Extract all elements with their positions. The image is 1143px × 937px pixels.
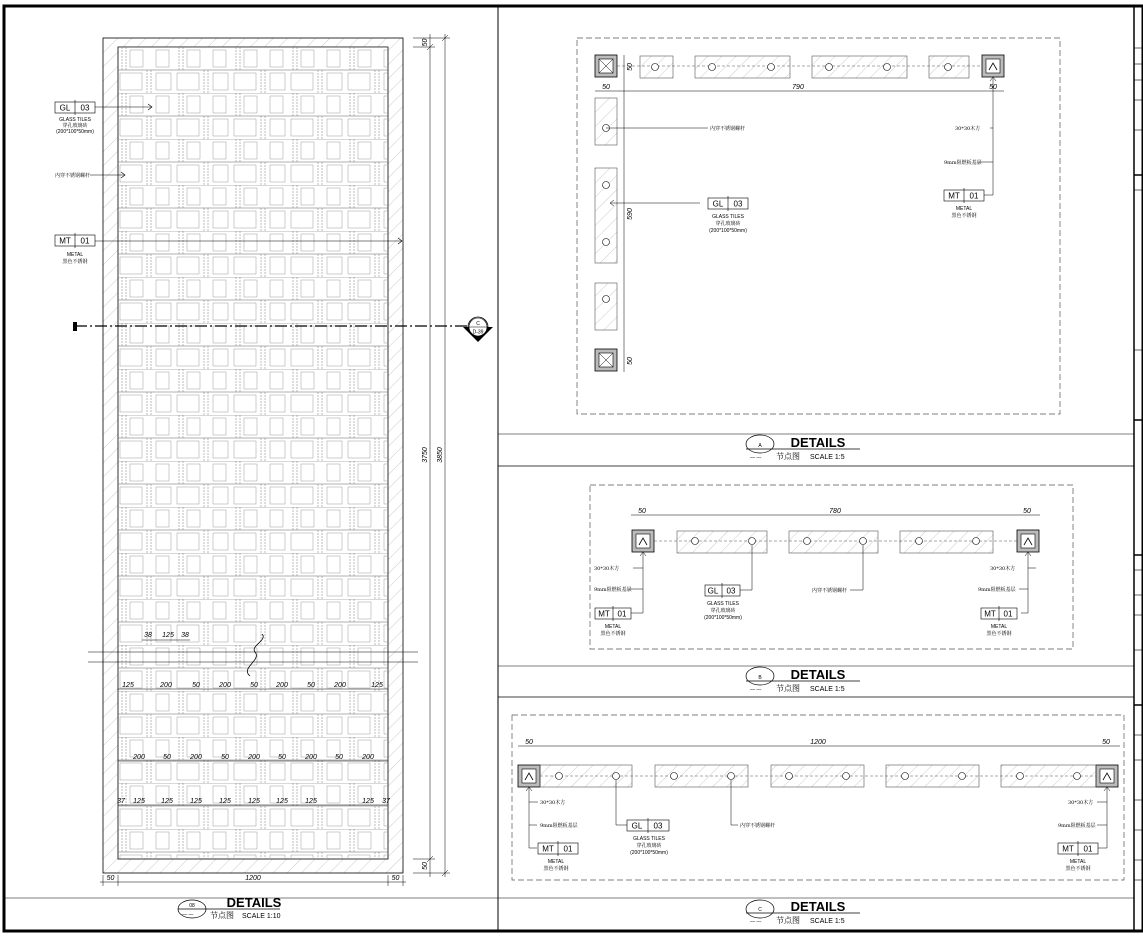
row1-dims <box>122 682 383 689</box>
detail-b-gl-line3: (200*100*50mm) <box>704 615 742 621</box>
row2-dim: 50 <box>163 754 171 761</box>
detail-c-mt-line1-right: METAL <box>1069 859 1087 865</box>
row2-dim: 200 <box>362 754 374 761</box>
detail-a-dim-top-50: 50 <box>627 63 634 71</box>
detail-b-mt-line1-left: METAL <box>604 624 622 630</box>
row3-dim: 125 <box>133 798 145 805</box>
detail-c-marker: C <box>758 907 762 913</box>
detail-c-dim-left-50: 50 <box>525 739 533 746</box>
row3-dim: 125 <box>161 798 173 805</box>
detail-c-gl-line2: 穿孔玻璃砖 <box>636 843 662 849</box>
detail-a-mt-code: MT <box>948 191 960 201</box>
detail-a-dim-bottom-50: 50 <box>627 357 634 365</box>
row2-dims <box>132 754 374 761</box>
glass-tile-grid <box>118 47 388 859</box>
row3-dim: 37 <box>382 798 390 805</box>
row2-dim: 200 <box>190 754 202 761</box>
row2-dim: 200 <box>305 754 317 761</box>
vertical-dimensions <box>413 34 450 877</box>
detail-c-mt-line2-left: 黑色不锈钢 <box>543 866 569 872</box>
detail-a-plan <box>577 38 1060 461</box>
section-end-mark <box>73 322 77 331</box>
row1-dim: 200 <box>334 682 346 689</box>
detail-c-gl-line1: GLASS TILES <box>633 836 665 842</box>
detail-c-wood-right: 30*30木方 <box>1068 800 1094 806</box>
detail-b-gl-code: GL <box>707 586 719 596</box>
dim-38-left: 38 <box>144 632 152 639</box>
row3-dim: 125 <box>276 798 288 805</box>
detail-c-gl-num: 03 <box>653 821 663 831</box>
detail-a-heading: DETAILS <box>790 435 846 450</box>
detail-b-gl-line2: 穿孔玻璃砖 <box>710 608 736 614</box>
row3-dim: 125 <box>305 798 317 805</box>
detail-b-marker: B <box>758 675 762 681</box>
detail-b-mt-line2-left: 黑色不锈钢 <box>600 631 626 637</box>
detail-08-subtitle: 节点图 <box>210 911 234 920</box>
dash: — — <box>750 687 762 693</box>
row3-dim: 125 <box>362 798 374 805</box>
detail-08-title <box>178 895 282 920</box>
detail-a-dim-right-50: 50 <box>989 84 997 91</box>
detail-c-gl-line3: (200*100*50mm) <box>630 850 668 856</box>
detail-c-gl-code: GL <box>631 821 643 831</box>
detail-a-board-label: 9mm阻燃板基层 <box>944 160 982 166</box>
detail-b-title <box>746 667 860 693</box>
detail-c-mt-code-left: MT <box>542 844 554 854</box>
gl-tag-number: 03 <box>80 103 90 113</box>
detail-c-wood-left: 30*30木方 <box>540 800 566 806</box>
detail-08-elevation <box>55 34 493 920</box>
detail-a-top-tiles <box>617 56 982 78</box>
detail-c-dim-1200: 1200 <box>810 739 826 746</box>
detail-a-gl-line1: GLASS TILES <box>712 214 744 220</box>
row3-dim: 37 <box>117 798 125 805</box>
detail-b-heading: DETAILS <box>790 667 846 682</box>
detail-a-gl-line2: 穿孔玻璃砖 <box>715 221 741 227</box>
row1-dim: 50 <box>307 682 315 689</box>
mt-tag-line1: METAL <box>66 252 84 258</box>
detail-c-mt-code-right: MT <box>1062 844 1074 854</box>
detail-c-section <box>512 715 1124 925</box>
detail-a-gl-num: 03 <box>733 199 743 209</box>
detail-b-board-left: 9mm阻燃板基层 <box>594 587 632 593</box>
row1-dim: 125 <box>122 682 134 689</box>
row2-dim: 200 <box>133 754 145 761</box>
detail-c-title <box>746 899 860 925</box>
dim-bottom-50: 50 <box>422 862 429 870</box>
detail-b-mt-line1-right: METAL <box>990 624 1008 630</box>
gl-tag-line1: GLASS TILES <box>59 117 91 123</box>
detail-b-rod-label: 内穿不锈钢螺杆 <box>812 588 848 594</box>
detail-a-dim-790: 790 <box>792 84 804 91</box>
section-ref-letter: C <box>476 321 480 327</box>
detail-c-heading: DETAILS <box>790 899 846 914</box>
section-ref-sheet: D-39 <box>472 329 484 336</box>
mt-tag-line2: 黑色不锈钢 <box>62 259 88 265</box>
mt-tag-code: MT <box>59 236 71 246</box>
detail-b-mt-line2-right: 黑色不锈钢 <box>986 631 1012 637</box>
mt-tag-number: 01 <box>80 236 90 246</box>
detail-c-board-right: 9mm阻燃板基层 <box>1058 823 1096 829</box>
row1-dim: 50 <box>250 682 258 689</box>
row2-dim: 50 <box>335 754 343 761</box>
detail-a-boundary <box>577 38 1060 414</box>
detail-b-dim-right-50: 50 <box>1023 508 1031 515</box>
detail-a-mt-line2: 黑色不锈钢 <box>951 213 977 219</box>
detail-a-dim-590: 590 <box>627 208 634 220</box>
dim-38-right: 38 <box>181 632 189 639</box>
dim-1200: 1200 <box>245 875 261 882</box>
row1-dim: 125 <box>371 682 383 689</box>
detail-b-mt-code-right: MT <box>984 609 996 619</box>
detail-a-dim-left-50: 50 <box>602 84 610 91</box>
detail-a-gl-code: GL <box>712 199 724 209</box>
row2-dim: 50 <box>278 754 286 761</box>
detail-c-subtitle: 节点图 <box>776 916 800 925</box>
section-ref-marker <box>463 317 493 342</box>
dim-125-mid: 125 <box>162 632 174 639</box>
detail-c-scale: SCALE 1:5 <box>810 918 845 925</box>
detail-b-scale: SCALE 1:5 <box>810 686 845 693</box>
row2-dim: 50 <box>221 754 229 761</box>
detail-b-gl-line1: GLASS TILES <box>707 601 739 607</box>
gl-tag-code: GL <box>59 103 71 113</box>
detail-a-mt-num: 01 <box>969 191 979 201</box>
dim-bottom-left-50: 50 <box>106 875 115 882</box>
detail-b-board-right: 9mm阻燃板基层 <box>978 587 1016 593</box>
detail-a-marker: A <box>758 443 762 449</box>
dash: — — <box>182 912 194 918</box>
detail-b-gl-num: 03 <box>726 586 736 596</box>
dash: — — <box>750 455 762 461</box>
dim-3850: 3850 <box>437 447 444 463</box>
dim-bottom-right-50: 50 <box>391 875 400 882</box>
detail-b-subtitle: 节点图 <box>776 684 800 693</box>
detail-c-mt-num-left: 01 <box>563 844 573 854</box>
detail-a-subtitle: 节点图 <box>776 452 800 461</box>
detail-c-mt-line1-left: METAL <box>547 859 565 865</box>
detail-b-wood-right: 30*30木方 <box>990 566 1016 572</box>
detail-08-heading: DETAILS <box>226 895 282 910</box>
detail-b-mt-num-left: 01 <box>617 609 627 619</box>
row2-dim: 200 <box>248 754 260 761</box>
row1-dim: 200 <box>276 682 288 689</box>
detail-c-board-left: 9mm阻燃板基层 <box>540 823 578 829</box>
detail-08-marker: 08 <box>189 903 195 909</box>
detail-b-section <box>590 485 1073 693</box>
dash: — — <box>750 919 762 925</box>
row3-dim: 125 <box>219 798 231 805</box>
gl-tag-line3: (200*100*50mm) <box>56 129 94 135</box>
detail-c-rod-label: 内穿不锈钢螺杆 <box>740 823 776 829</box>
detail-a-title <box>746 435 860 461</box>
dim-3750: 3750 <box>422 447 429 463</box>
detail-b-dim-left-50: 50 <box>638 508 646 515</box>
detail-c-dim-right-50: 50 <box>1102 739 1110 746</box>
detail-b-wood-left: 30*30木方 <box>594 566 620 572</box>
rod-label: 内穿不锈钢螺杆 <box>55 173 91 179</box>
detail-b-mt-code-left: MT <box>598 609 610 619</box>
row1-dim: 200 <box>219 682 231 689</box>
row3-dim: 125 <box>190 798 202 805</box>
detail-c-mt-line2-right: 黑色不锈钢 <box>1065 866 1091 872</box>
gl-tag-line2: 穿孔玻璃砖 <box>62 123 88 129</box>
row1-dim: 50 <box>192 682 200 689</box>
detail-a-gl-line3: (200*100*50mm) <box>709 228 747 234</box>
row1-dim: 200 <box>160 682 172 689</box>
dim-top-50: 50 <box>422 38 429 47</box>
detail-a-scale: SCALE 1:5 <box>810 454 845 461</box>
detail-b-mt-num-right: 01 <box>1003 609 1013 619</box>
detail-a-rod-label: 内穿不锈钢螺杆 <box>710 126 746 132</box>
detail-c-mt-num-right: 01 <box>1083 844 1093 854</box>
detail-a-wood-label: 30*30木方 <box>955 126 981 132</box>
detail-a-mt-line1: METAL <box>955 206 973 212</box>
detail-08-scale: SCALE 1:10 <box>242 913 281 920</box>
detail-b-dim-780: 780 <box>829 508 841 515</box>
row3-dim: 125 <box>248 798 260 805</box>
